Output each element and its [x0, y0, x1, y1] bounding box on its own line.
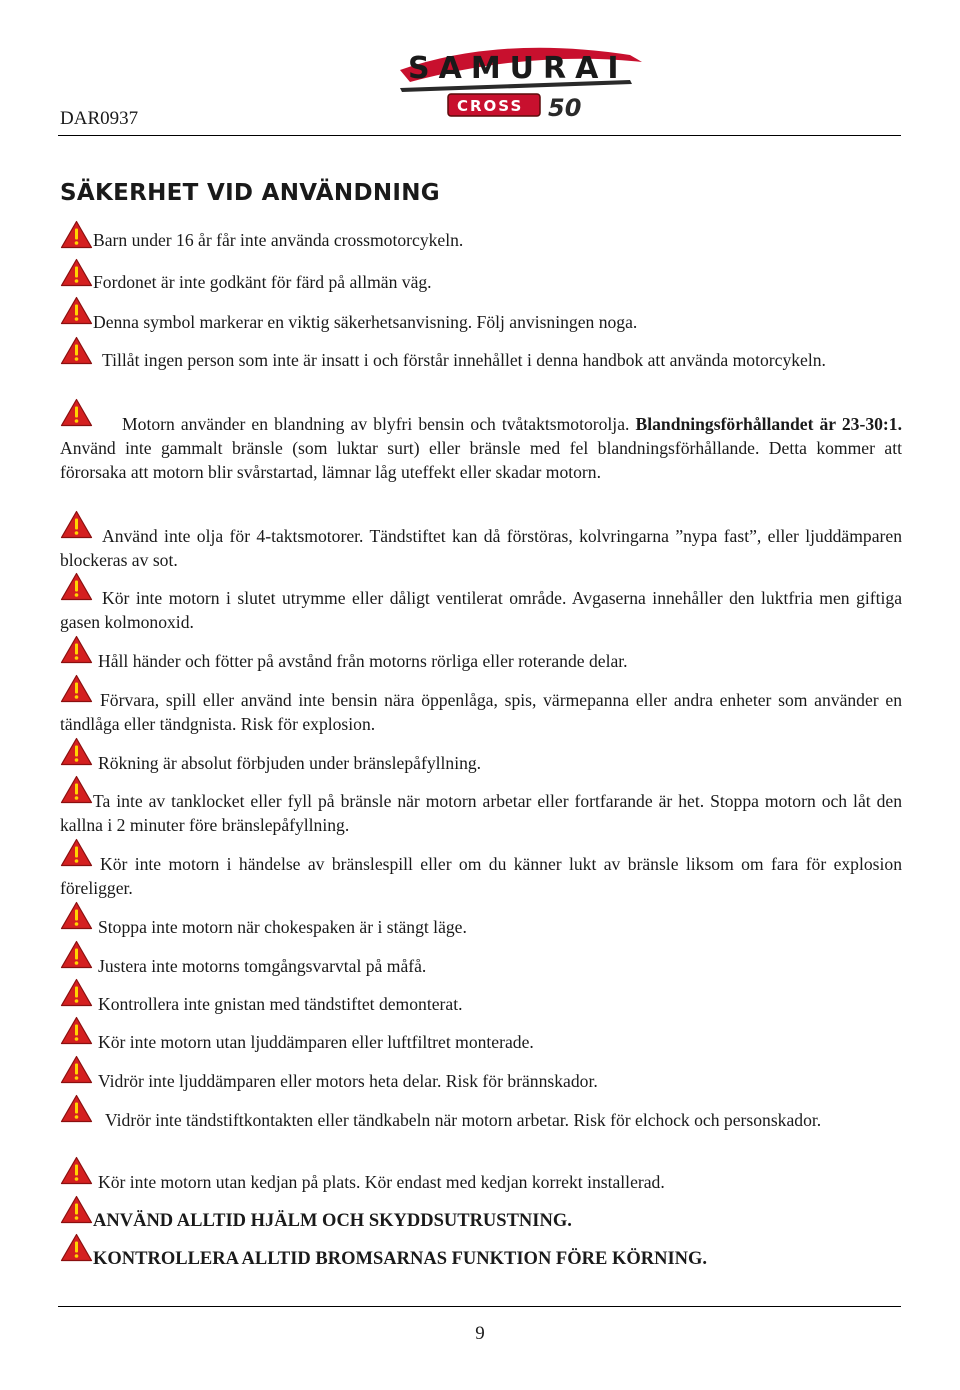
warning-triangle-icon [60, 901, 93, 930]
list-item: Använd inte olja för 4-taktsmotorer. Tändstiftet kan då förstöras, kolvringarna ”nypa fast”, eller ljuddämparen blockeras av sot. [60, 524, 902, 572]
list-item: Håll händer och fötter på avstånd från motorns rörliga eller roterande delar. [60, 649, 902, 673]
warning-triangle-icon [60, 296, 93, 325]
footer-divider [58, 1306, 901, 1307]
list-item: Kör inte motorn utan kedjan på plats. Kör endast med kedjan korrekt installerad. [60, 1170, 902, 1194]
warning-triangle-icon [60, 978, 93, 1007]
warning-triangle-icon [60, 635, 93, 664]
warning-triangle-icon [60, 1195, 93, 1224]
list-item: Kör inte motorn i händelse av bränslespill eller om du känner lukt av bränsle liksom om fara för explosion föreligger. [60, 852, 902, 900]
warning-triangle-icon [60, 398, 93, 427]
list-item: Ta inte av tanklocket eller fyll på bränsle när motorn arbetar eller fortfarande är het. Stoppa motorn och låt den kallna i 2 minuter före bränslepåfyllning. [60, 789, 902, 837]
warning-triangle-icon [60, 1016, 93, 1045]
list-item: ANVÄND ALLTID HJÄLM OCH SKYDDSUTRUSTNING. [60, 1209, 902, 1233]
section-title: SÄKERHET VID ANVÄNDNING [60, 180, 440, 206]
warning-triangle-icon [60, 737, 93, 766]
page-header [0, 0, 960, 140]
warning-triangle-icon [60, 572, 93, 601]
document-code: DAR0937 [60, 108, 139, 129]
list-item: KONTROLLERA ALLTID BROMSARNAS FUNKTION FÖRE KÖRNING. [60, 1247, 902, 1271]
list-item: Fordonet är inte godkänt för färd på allmän väg. [60, 270, 902, 294]
page-number: 9 [475, 1323, 485, 1344]
warning-triangle-icon [60, 336, 93, 365]
list-item: Denna symbol markerar en viktig säkerhetsanvisning. Följ anvisningen noga. [60, 310, 902, 334]
list-item: Motorn använder en blandning av blyfri bensin och tvåtaktsmotorolja. Blandningsförhållandet är 23-30:1. Använd inte gammalt bränsle (som luktar surt) eller bränsle med fel blandningsförhållande. Detta kommer att förorsaka att motorn blir svårstartad, lämnar låg uteffekt eller skadar motorn. [60, 412, 902, 484]
warning-triangle-icon [60, 940, 93, 969]
list-item: Kör inte motorn i slutet utrymme eller dåligt ventilerat område. Avgaserna innehåller den luktfria men giftiga gasen kolmonoxid. [60, 586, 902, 634]
list-item: Rökning är absolut förbjuden under bränslepåfyllning. [60, 751, 902, 775]
list-item: Tillåt ingen person som inte är insatt i och förstår innehållet i denna handbok att använda motorcykeln. [60, 348, 902, 372]
warning-triangle-icon [60, 775, 93, 804]
list-item: Justera inte motorns tomgångsvarvtal på måfå. [60, 954, 902, 978]
warning-triangle-icon [60, 674, 93, 703]
samurai-logo [380, 30, 650, 130]
warning-triangle-icon [60, 510, 93, 539]
logo-wordmark: SAMURAI [408, 51, 628, 86]
warning-triangle-icon [60, 1094, 93, 1123]
logo-model-label: 50 [548, 94, 582, 122]
list-item: Vidrör inte tändstiftkontakten eller tändkabeln när motorn arbetar. Risk för elchock och personskador. [60, 1108, 902, 1132]
logo-cross-label: CROSS [457, 97, 524, 115]
list-item: Stoppa inte motorn när chokespaken är i stängt läge. [60, 915, 902, 939]
list-item: Barn under 16 år får inte använda crossmotorcykeln. [60, 228, 902, 252]
warning-triangle-icon [60, 1156, 93, 1185]
list-item: Kör inte motorn utan ljuddämparen eller luftfiltret monterade. [60, 1030, 902, 1054]
warning-triangle-icon [60, 838, 93, 867]
header-divider [58, 135, 901, 136]
warning-triangle-icon [60, 1055, 93, 1084]
list-item: Vidrör inte ljuddämparen eller motors heta delar. Risk för brännskador. [60, 1069, 902, 1093]
warning-triangle-icon [60, 1233, 93, 1262]
list-item: Förvara, spill eller använd inte bensin nära öppenlåga, spis, värmepanna eller andra enheter som använder en tändlåga eller tändgnista. Risk för explosion. [60, 688, 902, 736]
warning-triangle-icon [60, 258, 93, 287]
warning-triangle-icon [60, 220, 93, 249]
list-item: Kontrollera inte gnistan med tändstiftet demonterat. [60, 992, 902, 1016]
